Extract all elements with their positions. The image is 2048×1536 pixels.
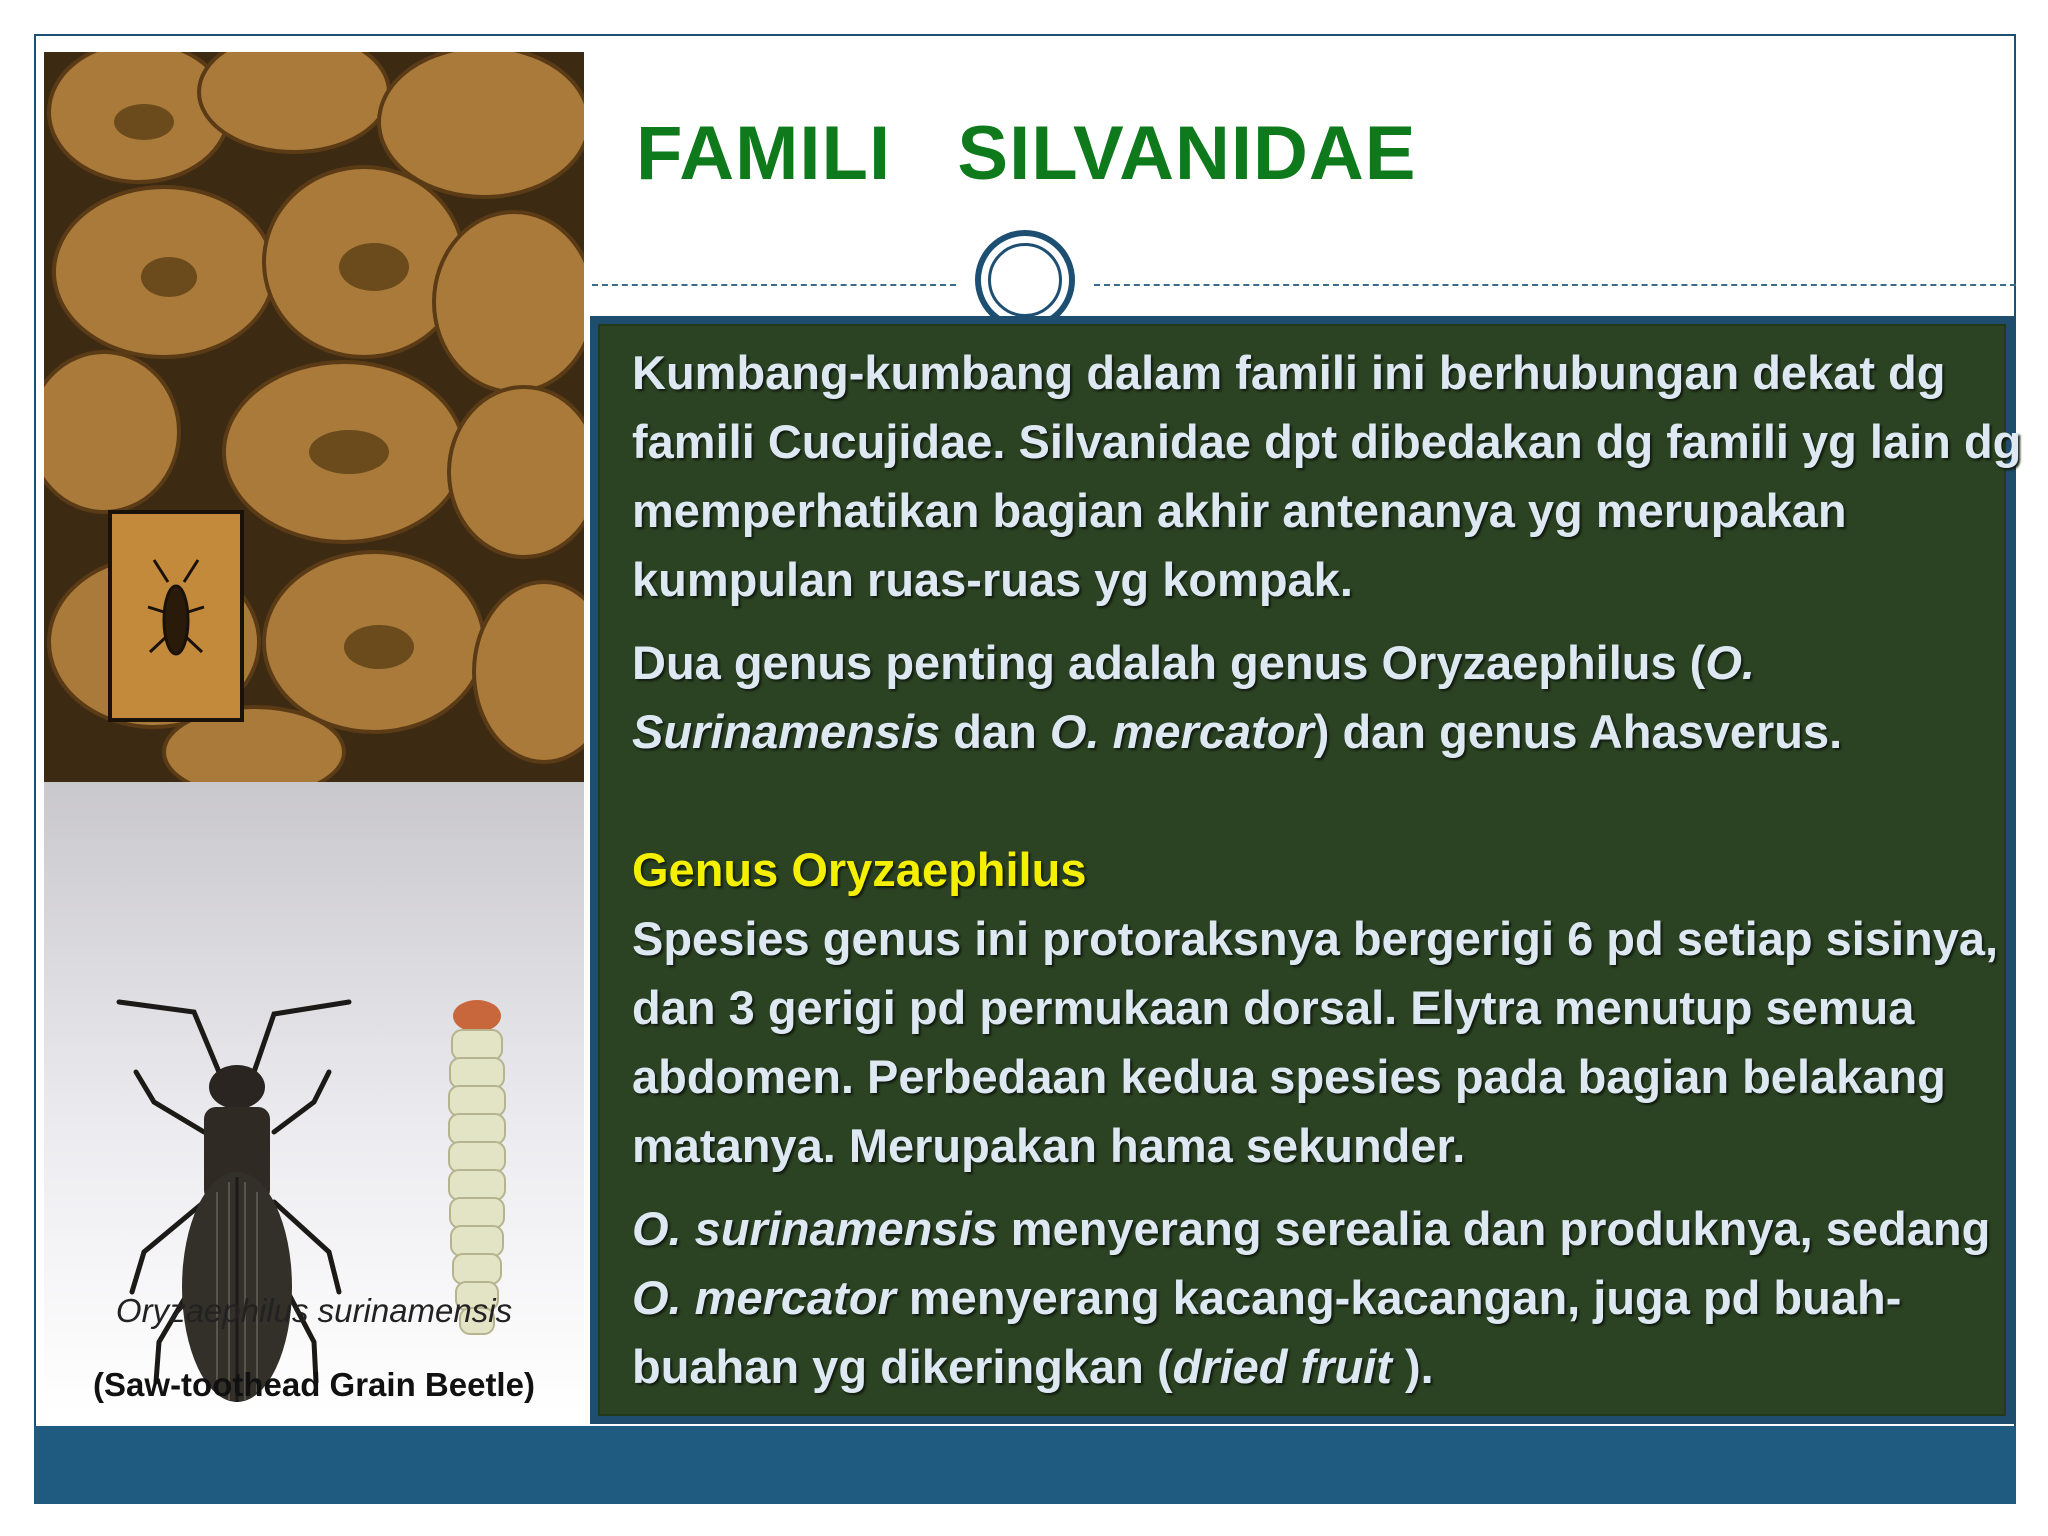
bottom-band [34, 1426, 2016, 1504]
genera-and: dan [940, 705, 1050, 758]
title-divider-left [592, 284, 956, 286]
host-species-mercator: O. mercator [632, 1271, 896, 1324]
host-text-3: ). [1391, 1340, 1434, 1393]
genera-tail: ) dan genus Ahasverus. [1313, 705, 1843, 758]
host-text-1: menyerang serealia dan produknya, sedang [997, 1202, 1991, 1255]
dried-fruit-term: dried fruit [1172, 1340, 1392, 1393]
slide-title: FAMILI SILVANIDAE [636, 111, 1417, 196]
content-panel-inner [598, 324, 2022, 1416]
host-paragraph [632, 1194, 2022, 1401]
dried-fruit-photo [44, 52, 584, 782]
species-name-mercator: O. mercator [1049, 705, 1314, 758]
intro-paragraph: Kumbang-kumbang dalam famili ini berhubungan dekat dg famili Cucujidae. Silvanidae dpt dibedakan dg famili yg lain dg memperhatikan bagian akhir antenanya yg merupakan kumpulan ruas-ruas yg kompak. [632, 346, 2022, 606]
host-species-surinamensis: O. surinamensis [632, 1202, 998, 1255]
genera-paragraph [632, 628, 2022, 766]
genera-lead: Dua genus penting adalah genus Oryzaephilus ( [632, 636, 1706, 689]
species-name-surinamensis: O. Surinamensis [632, 636, 1755, 758]
caption-common-name: (Saw-toothead Grain Beetle) [93, 1366, 535, 1403]
caption-species-name: Oryzaephilus surinamensis [115, 1292, 513, 1329]
host-text-2: menyerang kacang-kacangan, juga pd buah-buahan yg dikeringkan ( [632, 1271, 1902, 1393]
body-text [632, 338, 2022, 1401]
genus-heading: Genus Oryzaephilus [632, 843, 1087, 896]
genus-description: Spesies genus ini protoraksnya bergerigi 6 pd setiap sisinya, dan 3 gerigi pd permukaan dorsal. Elytra menutup semua abdomen. Perbedaan kedua spesies pada bagian belakang matanya. Merupakan hama sekunder. [632, 912, 1999, 1172]
beetle-image-panel [44, 52, 584, 1412]
content-panel [590, 316, 2022, 1424]
title-divider-right [1094, 284, 2016, 286]
title-circle-ornament [975, 230, 1075, 330]
